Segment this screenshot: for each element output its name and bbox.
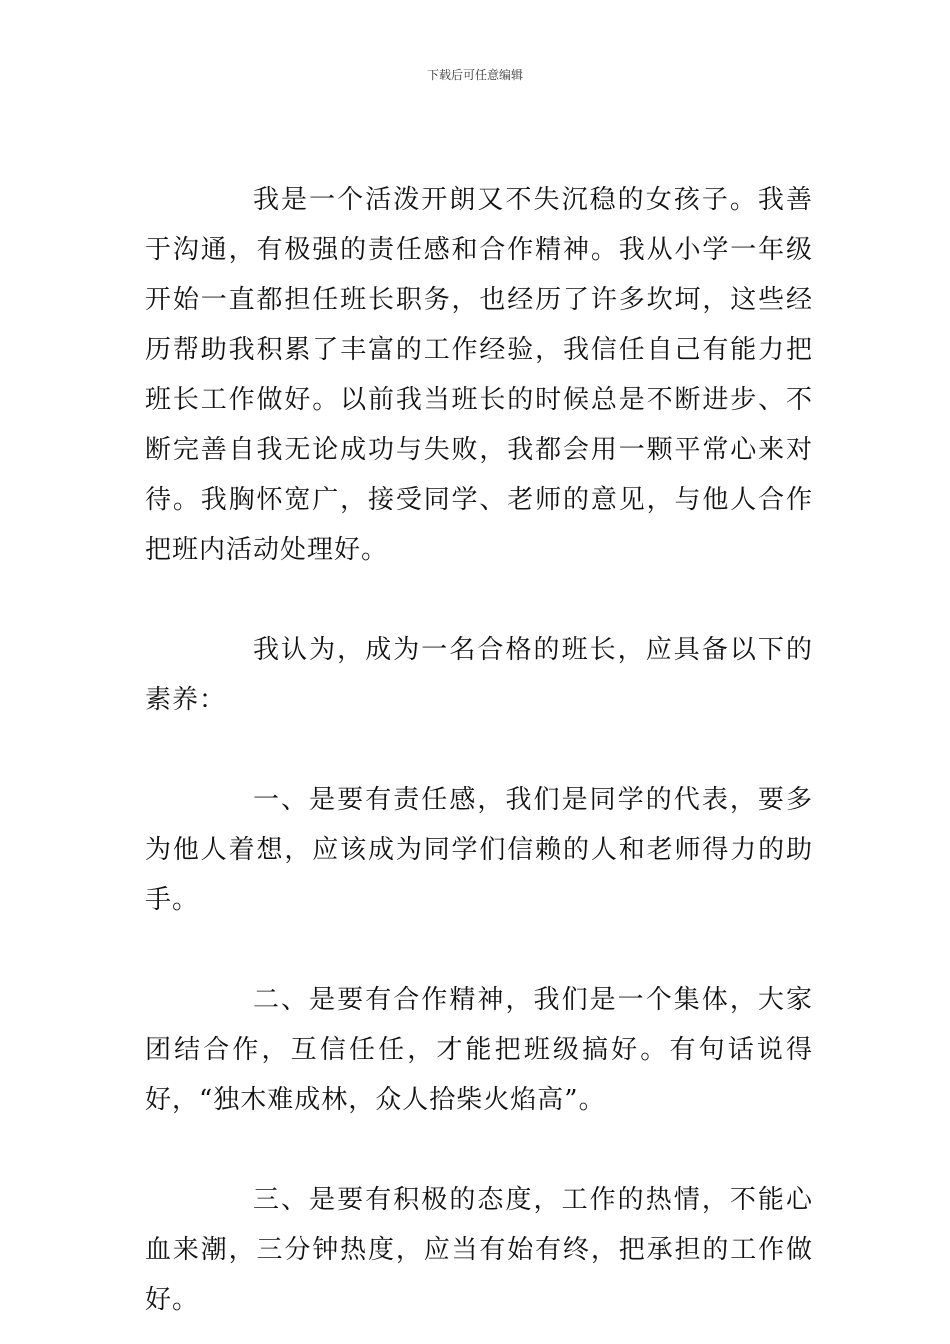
paragraph-point-two: 二、是要有合作精神，我们是一个集体，大家团结合作，互信任任，才能把班级搞好。有句话说得好，“独木难成林，众人拾柴火焰高”。 <box>145 985 813 1115</box>
paragraph-point-one: 一、是要有责任感，我们是同学的代表，要多为他人着想，应该成为同学们信赖的人和老师得力的助手。 <box>145 785 813 915</box>
document-body <box>145 175 813 1325</box>
paragraph-qualities-lead: 我认为，成为一名合格的班长，应具备以下的素养： <box>145 635 813 715</box>
paragraph-point-three: 三、是要有积极的态度，工作的热情，不能心血来潮，三分钟热度，应当有始有终，把承担的工作做好。 <box>145 1185 813 1315</box>
paragraph-intro: 我是一个活泼开朗又不失沉稳的女孩子。我善于沟通，有极强的责任感和合作精神。我从小学一年级开始一直都担任班长职务，也经历了许多坎坷，这些经历帮助我积累了丰富的工作经验，我信任自己有能力把班长工作做好。以前我当班长的时候总是不断进步、不断完善自我无论成功与失败，我都会用一颗平常心来对待。我胸怀宽广，接受同学、老师的意见，与他人合作把班内活动处理好。 <box>145 185 813 565</box>
header-note: 下载后可任意编辑 <box>426 68 523 82</box>
